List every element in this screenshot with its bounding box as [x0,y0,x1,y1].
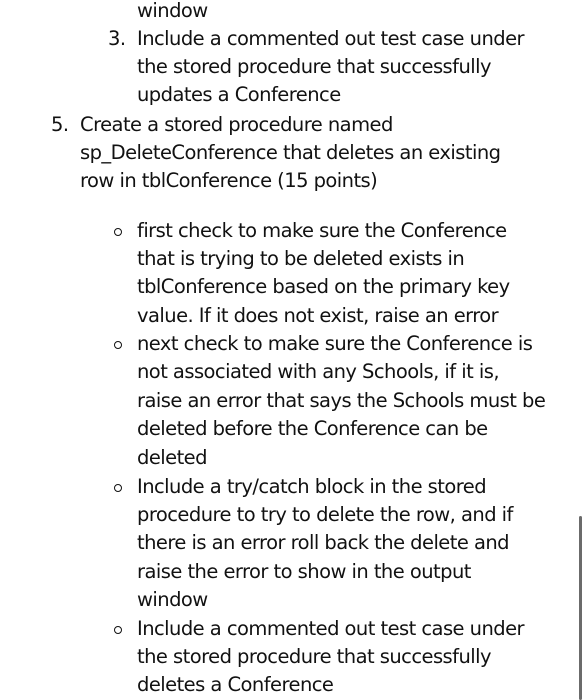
text-line: sp_DeleteConference that deletes an existing [80,141,501,164]
text-line: window [137,0,208,22]
bullet-circle [114,228,122,236]
text-line: updates a Conference [137,83,341,106]
text-line: tblConference based on the primary key [137,275,510,298]
vertical-scrollbar[interactable] [579,516,582,700]
text-line: raise the error to show in the output [137,560,471,583]
text-line: that is trying to be deleted exists in [137,247,465,270]
text-line: there is an error roll back the delete and [137,531,509,554]
text-line: Create a stored procedure named [80,113,393,136]
bullet-circle [114,341,122,349]
text-line: row in tblConference (15 points) [80,169,378,192]
text-line: the stored procedure that successfully [137,645,492,668]
text-line: deleted before the Conference can be [137,417,488,440]
text-line: not associated with any Schools, if it is, [137,360,499,383]
text-line: procedure to try to delete the row, and if [137,503,513,526]
text-line: first check to make sure the Conference [137,219,507,242]
bullet-circle [114,626,122,634]
text-line: value. If it does not exist, raise an error [137,304,499,327]
text-line: Include a commented out test case under [137,27,525,50]
text-line: Include a commented out test case under [137,617,525,640]
text-line: Include a try/catch block in the stored [137,475,487,498]
text-line: deletes a Conference [137,673,334,696]
text-line: the stored procedure that successfully [137,55,492,78]
list-marker-5: 5. [51,113,69,136]
list-marker-3: 3. [108,27,126,50]
text-line: next check to make sure the Conference is [137,332,533,355]
bullet-circle [114,484,122,492]
text-line: raise an error that says the Schools must be [137,389,546,412]
text-line: deleted [137,446,207,469]
text-line: window [137,588,208,611]
